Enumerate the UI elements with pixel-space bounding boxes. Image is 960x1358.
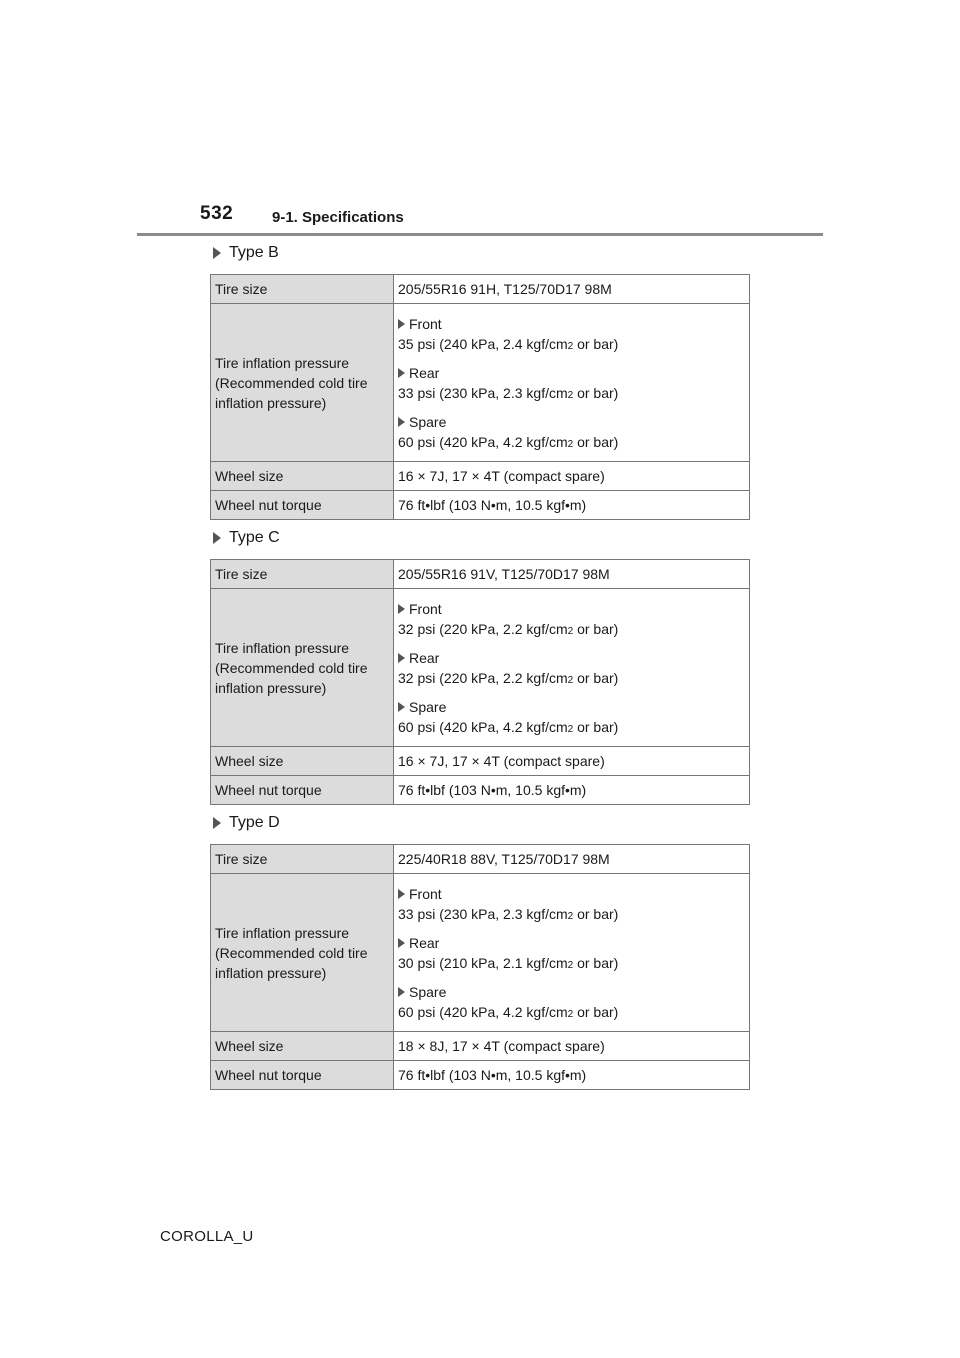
pressure-position <box>398 648 745 668</box>
pressure-value: 60 psi (420 kPa, 4.2 kgf/cm 2 or bar) <box>398 718 619 735</box>
position-label: Rear <box>409 364 440 381</box>
position-label: Front <box>409 315 442 332</box>
tire-pressure-label: Tire inflation pressure (Recommended cold tire inflation pressure) <box>211 589 394 747</box>
table-row <box>211 560 750 589</box>
position-label: Front <box>409 885 442 902</box>
tire-size-value: 205/55R16 91V, T125/70D17 98M <box>394 560 750 589</box>
wheel-size-value: 16 × 7J, 17 × 4T (compact spare) <box>394 462 750 491</box>
triangle-bullet-icon <box>213 817 221 829</box>
wheel-size-label: Wheel size <box>211 747 394 776</box>
wheel-nut-torque-value: 76 ft•lbf (103 N•m, 10.5 kgf•m) <box>394 776 750 805</box>
type-c-spec-table <box>210 559 750 805</box>
tire-size-value: 225/40R18 88V, T125/70D17 98M <box>394 845 750 874</box>
pressure-position <box>398 412 745 432</box>
pressure-value: 60 psi (420 kPa, 4.2 kgf/cm 2 or bar) <box>398 1003 619 1020</box>
pressure-position <box>398 363 745 383</box>
triangle-bullet-icon <box>213 247 221 259</box>
type-heading-label: Type B <box>229 244 279 261</box>
tire-pressure-label: Tire inflation pressure (Recommended cold tire inflation pressure) <box>211 874 394 1032</box>
type-heading-label: Type C <box>229 529 280 546</box>
type-c-heading <box>213 529 280 547</box>
pressure-value: 32 psi (220 kPa, 2.2 kgf/cm 2 or bar) <box>398 669 619 686</box>
position-label: Rear <box>409 649 440 666</box>
type-b-spec-table <box>210 274 750 520</box>
pressure-value: 33 psi (230 kPa, 2.3 kgf/cm 2 or bar) <box>398 384 619 401</box>
table-row <box>211 491 750 520</box>
triangle-bullet-icon <box>398 417 405 427</box>
section-title: 9-1. Specifications <box>272 209 404 226</box>
wheel-nut-torque-value: 76 ft•lbf (103 N•m, 10.5 kgf•m) <box>394 1061 750 1090</box>
footer-model-code: COROLLA_U <box>160 1228 254 1245</box>
triangle-bullet-icon <box>398 604 405 614</box>
position-label: Spare <box>409 413 447 430</box>
triangle-bullet-icon <box>398 702 405 712</box>
pressure-position <box>398 697 745 717</box>
header-rule <box>137 233 823 236</box>
triangle-bullet-icon <box>398 987 405 997</box>
tire-pressure-label: Tire inflation pressure (Recommended cold tire inflation pressure) <box>211 304 394 462</box>
table-row <box>211 462 750 491</box>
pressure-position <box>398 884 745 904</box>
table-row <box>211 589 750 747</box>
triangle-bullet-icon <box>398 938 405 948</box>
wheel-size-value: 18 × 8J, 17 × 4T (compact spare) <box>394 1032 750 1061</box>
tire-size-label: Tire size <box>211 845 394 874</box>
pressure-position <box>398 982 745 1002</box>
pressure-value: 60 psi (420 kPa, 4.2 kgf/cm 2 or bar) <box>398 433 619 450</box>
pressure-value: 30 psi (210 kPa, 2.1 kgf/cm 2 or bar) <box>398 954 619 971</box>
type-d-heading <box>213 814 280 832</box>
triangle-bullet-icon <box>213 532 221 544</box>
position-label: Front <box>409 600 442 617</box>
wheel-nut-torque-label: Wheel nut torque <box>211 776 394 805</box>
tire-size-label: Tire size <box>211 275 394 304</box>
type-d-spec-table <box>210 844 750 1090</box>
type-heading-label: Type D <box>229 814 280 831</box>
pressure-position <box>398 599 745 619</box>
wheel-size-value: 16 × 7J, 17 × 4T (compact spare) <box>394 747 750 776</box>
position-label: Spare <box>409 983 447 1000</box>
wheel-nut-torque-label: Wheel nut torque <box>211 1061 394 1090</box>
pressure-value: 32 psi (220 kPa, 2.2 kgf/cm 2 or bar) <box>398 620 619 637</box>
triangle-bullet-icon <box>398 653 405 663</box>
tire-pressure-values <box>394 874 750 1032</box>
triangle-bullet-icon <box>398 889 405 899</box>
tire-pressure-values <box>394 304 750 462</box>
position-label: Rear <box>409 934 440 951</box>
table-row <box>211 874 750 1032</box>
table-row <box>211 1061 750 1090</box>
pressure-value: 33 psi (230 kPa, 2.3 kgf/cm 2 or bar) <box>398 905 619 922</box>
tire-pressure-values <box>394 589 750 747</box>
table-row <box>211 845 750 874</box>
wheel-size-label: Wheel size <box>211 1032 394 1061</box>
tire-size-label: Tire size <box>211 560 394 589</box>
table-row <box>211 747 750 776</box>
tire-size-value: 205/55R16 91H, T125/70D17 98M <box>394 275 750 304</box>
table-row <box>211 275 750 304</box>
pressure-value: 35 psi (240 kPa, 2.4 kgf/cm 2 or bar) <box>398 335 619 352</box>
type-b-heading <box>213 244 279 262</box>
wheel-nut-torque-label: Wheel nut torque <box>211 491 394 520</box>
wheel-size-label: Wheel size <box>211 462 394 491</box>
triangle-bullet-icon <box>398 368 405 378</box>
pressure-position <box>398 314 745 334</box>
table-row <box>211 1032 750 1061</box>
page-number: 532 <box>200 203 234 224</box>
table-row <box>211 304 750 462</box>
triangle-bullet-icon <box>398 319 405 329</box>
table-row <box>211 776 750 805</box>
position-label: Spare <box>409 698 447 715</box>
wheel-nut-torque-value: 76 ft•lbf (103 N•m, 10.5 kgf•m) <box>394 491 750 520</box>
pressure-position <box>398 933 745 953</box>
